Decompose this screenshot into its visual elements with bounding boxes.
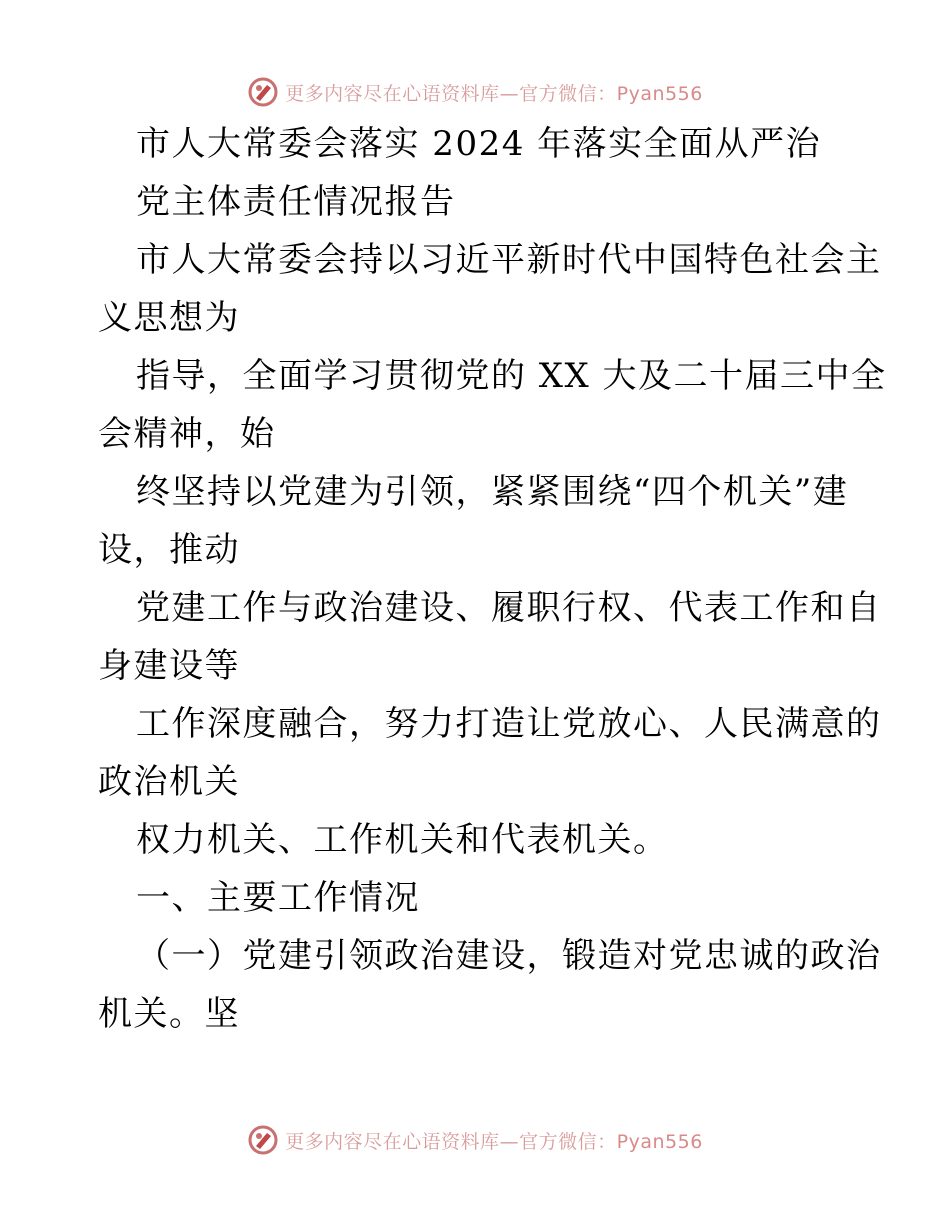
watermark-text: 更多内容尽在心语资料库—官方微信：Pyan556 bbox=[285, 1130, 703, 1153]
paragraph-line: 工作深度融合，努力打造让党放心、人民满意的 bbox=[136, 704, 882, 744]
paragraph-line: 终坚持以党建为引领，紧紧围绕“四个机关”建 bbox=[136, 472, 849, 512]
paragraph-line: 机关。坚 bbox=[98, 994, 240, 1034]
watermark-footer bbox=[0, 1120, 950, 1160]
wechat-id: Pyan556 bbox=[616, 82, 703, 105]
paragraph-line: 市人大常委会持以习近平新时代中国特色社会主 bbox=[136, 240, 882, 280]
watermark-header bbox=[0, 72, 950, 112]
logo-icon bbox=[247, 76, 279, 108]
paragraph-line: 身建设等 bbox=[98, 646, 240, 686]
watermark-text: 更多内容尽在心语资料库—官方微信：Pyan556 bbox=[285, 82, 703, 105]
document-title-line-2: 党主体责任情况报告 bbox=[136, 182, 456, 222]
section-heading: 一、主要工作情况 bbox=[136, 878, 420, 918]
paragraph-line: 会精神，始 bbox=[98, 414, 276, 454]
paragraph-line: 政治机关 bbox=[98, 762, 240, 802]
subsection-heading: （一）党建引领政治建设，锻造对党忠诚的政治 bbox=[136, 936, 882, 976]
paragraph-line: 党建工作与政治建设、履职行权、代表工作和自 bbox=[136, 588, 882, 628]
paragraph-line: 设，推动 bbox=[98, 530, 240, 570]
document-title-line-1: 市人大常委会落实 2024 年落实全面从严治 bbox=[136, 124, 822, 164]
paragraph-line: 义思想为 bbox=[98, 298, 240, 338]
wechat-id: Pyan556 bbox=[616, 1130, 703, 1153]
paragraph-line: 权力机关、工作机关和代表机关。 bbox=[136, 820, 669, 860]
paragraph-line: 指导，全面学习贯彻党的 XX 大及二十届三中全 bbox=[136, 356, 887, 396]
logo-icon bbox=[247, 1124, 279, 1156]
